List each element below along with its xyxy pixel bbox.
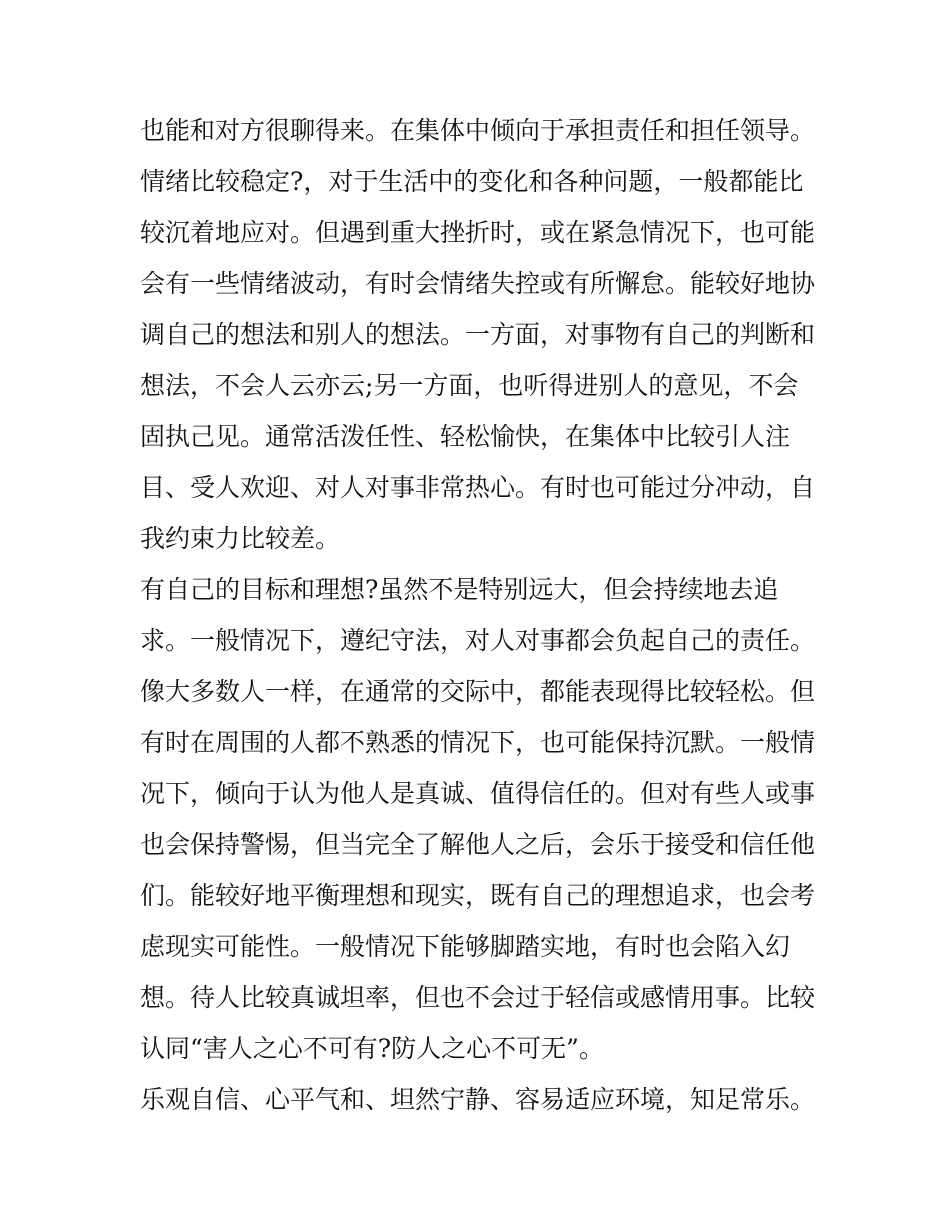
text-line: 有时在周围的人都不熟悉的情况下，也可能保持沉默。一般情 (140, 728, 816, 757)
text-line: 情绪比较稳定?，对于生活中的变化和各种问题，一般都能比 (140, 167, 804, 196)
text-line: 虑现实可能性。一般情况下能够脚踏实地，有时也会陷入幻 (140, 932, 791, 961)
text-line: 也能和对方很聊得来。在集体中倾向于承担责任和担任领导。 (140, 116, 816, 145)
text-line: 求。一般情况下，遵纪守法，对人对事都会负起自己的责任。 (140, 626, 816, 655)
text-line: 会有一些情绪波动，有时会情绪失控或有所懈怠。能较好地协 (140, 269, 816, 298)
text-line: 们。能较好地平衡理想和现实，既有自己的理想追求，也会考 (140, 881, 816, 910)
text-line: 较沉着地应对。但遇到重大挫折时，或在紧急情况下，也可能 (140, 218, 816, 247)
text-line: 想法，不会人云亦云;另一方面，也听得进别人的意见，不会 (140, 371, 799, 400)
text-line: 我约束力比较差。 (140, 524, 341, 553)
text-line: 也会保持警惕，但当完全了解他人之后，会乐于接受和信任他 (140, 830, 816, 859)
body-text (140, 105, 830, 1125)
text-line: 乐观自信、心平气和、坦然宁静、容易适应环境，知足常乐。 (140, 1085, 816, 1114)
text-line: 况下，倾向于认为他人是真诚、值得信任的。但对有些人或事 (140, 779, 816, 808)
text-line: 像大多数人一样，在通常的交际中，都能表现得比较轻松。但 (140, 677, 816, 706)
text-line: 调自己的想法和别人的想法。一方面，对事物有自己的判断和 (140, 320, 816, 349)
text-line: 想。待人比较真诚坦率，但也不会过于轻信或感情用事。比较 (140, 983, 816, 1012)
text-line: 固执己见。通常活泼任性、轻松愉快，在集体中比较引人注 (140, 422, 791, 451)
text-line: 有自己的目标和理想?虽然不是特别远大，但会持续地去追 (140, 575, 779, 604)
text-line: 认同“害人之心不可有?防人之心不可无”。 (140, 1034, 604, 1063)
text-line: 目、受人欢迎、对人对事非常热心。有时也可能过分冲动，自 (140, 473, 816, 502)
